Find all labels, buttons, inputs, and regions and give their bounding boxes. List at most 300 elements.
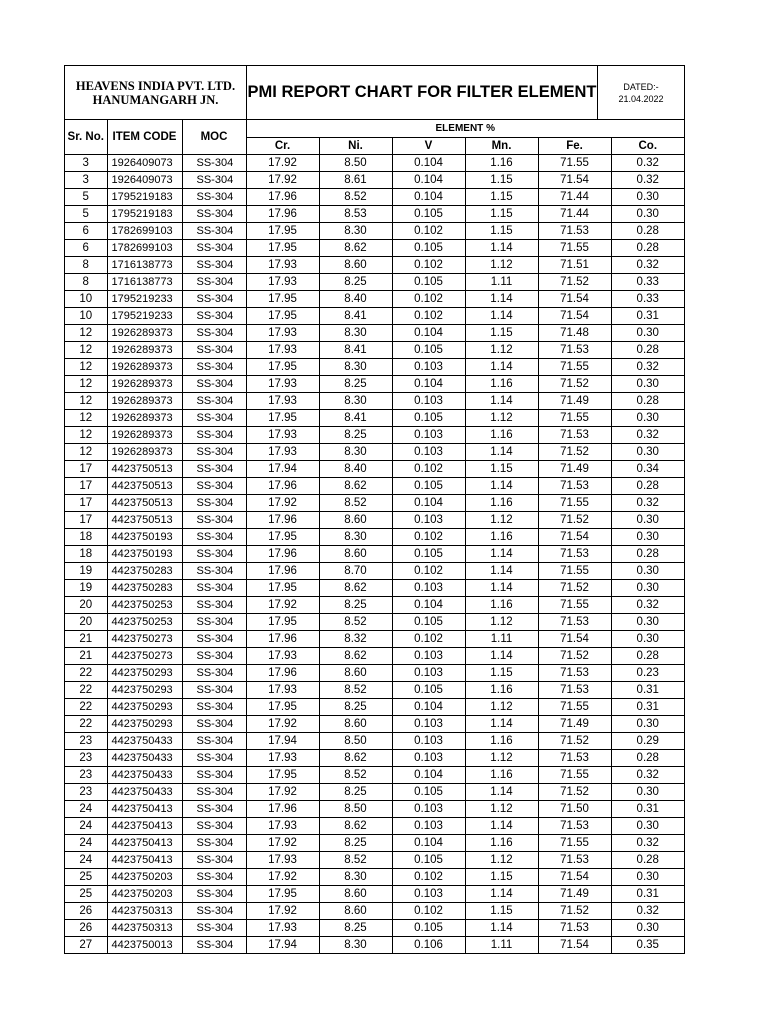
item-code-cell: 4423750413 <box>107 818 182 835</box>
mn-cell: 1.16 <box>465 529 538 546</box>
mn-cell: 1.16 <box>465 682 538 699</box>
co-cell: 0.23 <box>611 665 684 682</box>
table-row <box>65 495 684 512</box>
item-code-cell: 4423750293 <box>107 699 182 716</box>
cr-cell: 17.93 <box>246 682 319 699</box>
ni-cell: 8.41 <box>319 410 392 427</box>
co-cell: 0.30 <box>611 563 684 580</box>
co-cell: 0.30 <box>611 512 684 529</box>
v-cell: 0.105 <box>392 546 465 563</box>
fe-cell: 71.52 <box>538 376 611 393</box>
ni-cell: 8.30 <box>319 937 392 954</box>
item-code-cell: 4423750413 <box>107 852 182 869</box>
cr-cell: 17.92 <box>246 716 319 733</box>
v-cell: 0.103 <box>392 665 465 682</box>
sr-no-cell: 26 <box>65 903 107 920</box>
fe-cell: 71.52 <box>538 580 611 597</box>
co-cell: 0.30 <box>611 206 684 223</box>
fe-cell: 71.53 <box>538 750 611 767</box>
v-cell: 0.104 <box>392 767 465 784</box>
fe-cell: 71.51 <box>538 257 611 274</box>
v-cell: 0.104 <box>392 376 465 393</box>
table-row <box>65 682 684 699</box>
co-cell: 0.28 <box>611 223 684 240</box>
v-cell: 0.104 <box>392 699 465 716</box>
table-row <box>65 614 684 631</box>
item-code-cell: 4423750433 <box>107 784 182 801</box>
cr-cell: 17.92 <box>246 835 319 852</box>
cr-cell: 17.93 <box>246 325 319 342</box>
cr-cell: 17.95 <box>246 529 319 546</box>
ni-cell: 8.62 <box>319 818 392 835</box>
moc-cell: SS-304 <box>182 920 246 937</box>
fe-cell: 71.49 <box>538 716 611 733</box>
mn-cell: 1.14 <box>465 291 538 308</box>
v-cell: 0.103 <box>392 359 465 376</box>
ni-cell: 8.30 <box>319 529 392 546</box>
item-code-cell: 1926409073 <box>107 155 182 172</box>
sr-no-cell: 12 <box>65 427 107 444</box>
cr-cell: 17.94 <box>246 733 319 750</box>
sr-no-cell: 25 <box>65 886 107 903</box>
mn-cell: 1.14 <box>465 580 538 597</box>
company-block <box>65 66 247 119</box>
fe-cell: 71.54 <box>538 172 611 189</box>
item-code-cell: 4423750433 <box>107 750 182 767</box>
cr-cell: 17.94 <box>246 937 319 954</box>
v-cell: 0.103 <box>392 393 465 410</box>
v-cell: 0.104 <box>392 835 465 852</box>
ni-cell: 8.53 <box>319 206 392 223</box>
ni-cell: 8.32 <box>319 631 392 648</box>
table-row <box>65 801 684 818</box>
sr-no-cell: 23 <box>65 767 107 784</box>
item-code-cell: 4423750413 <box>107 801 182 818</box>
ni-cell: 8.41 <box>319 342 392 359</box>
co-cell: 0.34 <box>611 461 684 478</box>
moc-cell: SS-304 <box>182 240 246 257</box>
v-cell: 0.105 <box>392 206 465 223</box>
fe-cell: 71.53 <box>538 342 611 359</box>
v-cell: 0.102 <box>392 869 465 886</box>
item-code-cell: 4423750193 <box>107 529 182 546</box>
cr-cell: 17.95 <box>246 580 319 597</box>
dated-value: 21.04.2022 <box>618 93 664 104</box>
co-cell: 0.32 <box>611 767 684 784</box>
ni-cell: 8.25 <box>319 427 392 444</box>
sr-no-cell: 24 <box>65 801 107 818</box>
sr-no-cell: 17 <box>65 495 107 512</box>
header-ni: Ni. <box>319 138 392 155</box>
item-code-cell: 1926409073 <box>107 172 182 189</box>
item-code-cell: 4423750273 <box>107 648 182 665</box>
mn-cell: 1.15 <box>465 223 538 240</box>
sr-no-cell: 10 <box>65 291 107 308</box>
co-cell: 0.30 <box>611 444 684 461</box>
cr-cell: 17.96 <box>246 512 319 529</box>
cr-cell: 17.96 <box>246 189 319 206</box>
item-code-cell: 1926289373 <box>107 376 182 393</box>
fe-cell: 71.54 <box>538 291 611 308</box>
moc-cell: SS-304 <box>182 767 246 784</box>
table-row <box>65 189 684 206</box>
sr-no-cell: 17 <box>65 512 107 529</box>
ni-cell: 8.25 <box>319 784 392 801</box>
fe-cell: 71.44 <box>538 206 611 223</box>
v-cell: 0.105 <box>392 920 465 937</box>
mn-cell: 1.14 <box>465 546 538 563</box>
sr-no-cell: 3 <box>65 155 107 172</box>
co-cell: 0.32 <box>611 597 684 614</box>
cr-cell: 17.96 <box>246 546 319 563</box>
table-row <box>65 920 684 937</box>
fe-cell: 71.49 <box>538 886 611 903</box>
ni-cell: 8.52 <box>319 852 392 869</box>
cr-cell: 17.95 <box>246 410 319 427</box>
mn-cell: 1.12 <box>465 801 538 818</box>
item-code-cell: 4423750253 <box>107 597 182 614</box>
item-code-cell: 4423750433 <box>107 767 182 784</box>
item-code-cell: 4423750273 <box>107 631 182 648</box>
item-code-cell: 1926289373 <box>107 393 182 410</box>
table-row <box>65 784 684 801</box>
mn-cell: 1.16 <box>465 597 538 614</box>
v-cell: 0.104 <box>392 597 465 614</box>
cr-cell: 17.92 <box>246 903 319 920</box>
mn-cell: 1.14 <box>465 648 538 665</box>
co-cell: 0.30 <box>611 920 684 937</box>
co-cell: 0.28 <box>611 852 684 869</box>
v-cell: 0.103 <box>392 818 465 835</box>
company-name: HEAVENS INDIA PVT. LTD. <box>75 78 236 93</box>
header-element-group: ELEMENT % <box>246 120 684 138</box>
item-code-cell: 1795219233 <box>107 308 182 325</box>
table-row <box>65 750 684 767</box>
mn-cell: 1.12 <box>465 410 538 427</box>
fe-cell: 71.55 <box>538 767 611 784</box>
moc-cell: SS-304 <box>182 801 246 818</box>
table-row <box>65 631 684 648</box>
co-cell: 0.29 <box>611 733 684 750</box>
ni-cell: 8.50 <box>319 733 392 750</box>
mn-cell: 1.11 <box>465 274 538 291</box>
fe-cell: 71.53 <box>538 478 611 495</box>
table-row <box>65 903 684 920</box>
item-code-cell: 1926289373 <box>107 359 182 376</box>
co-cell: 0.31 <box>611 308 684 325</box>
mn-cell: 1.15 <box>465 869 538 886</box>
ni-cell: 8.40 <box>319 291 392 308</box>
mn-cell: 1.14 <box>465 240 538 257</box>
sr-no-cell: 23 <box>65 784 107 801</box>
table-row <box>65 376 684 393</box>
co-cell: 0.33 <box>611 291 684 308</box>
co-cell: 0.30 <box>611 376 684 393</box>
sr-no-cell: 21 <box>65 648 107 665</box>
co-cell: 0.31 <box>611 801 684 818</box>
sr-no-cell: 6 <box>65 223 107 240</box>
fe-cell: 71.55 <box>538 563 611 580</box>
sr-no-cell: 20 <box>65 597 107 614</box>
table-row <box>65 886 684 903</box>
header-cr: Cr. <box>246 138 319 155</box>
cr-cell: 17.93 <box>246 648 319 665</box>
moc-cell: SS-304 <box>182 903 246 920</box>
cr-cell: 17.93 <box>246 818 319 835</box>
fe-cell: 71.54 <box>538 937 611 954</box>
v-cell: 0.102 <box>392 257 465 274</box>
cr-cell: 17.94 <box>246 461 319 478</box>
fe-cell: 71.53 <box>538 665 611 682</box>
item-code-cell: 4423750203 <box>107 869 182 886</box>
header-sr-no: Sr. No. <box>65 120 107 155</box>
v-cell: 0.103 <box>392 427 465 444</box>
mn-cell: 1.16 <box>465 835 538 852</box>
co-cell: 0.32 <box>611 172 684 189</box>
item-code-cell: 4423750513 <box>107 495 182 512</box>
moc-cell: SS-304 <box>182 529 246 546</box>
mn-cell: 1.11 <box>465 631 538 648</box>
ni-cell: 8.50 <box>319 155 392 172</box>
moc-cell: SS-304 <box>182 393 246 410</box>
mn-cell: 1.16 <box>465 495 538 512</box>
v-cell: 0.102 <box>392 903 465 920</box>
pmi-report-sheet <box>64 65 685 954</box>
item-code-cell: 1926289373 <box>107 342 182 359</box>
sr-no-cell: 8 <box>65 257 107 274</box>
co-cell: 0.30 <box>611 631 684 648</box>
item-code-cell: 4423750513 <box>107 478 182 495</box>
item-code-cell: 4423750513 <box>107 461 182 478</box>
v-cell: 0.103 <box>392 512 465 529</box>
header-v: V <box>392 138 465 155</box>
cr-cell: 17.95 <box>246 240 319 257</box>
sr-no-cell: 27 <box>65 937 107 954</box>
table-row <box>65 444 684 461</box>
item-code-cell: 1795219183 <box>107 189 182 206</box>
co-cell: 0.30 <box>611 869 684 886</box>
item-code-cell: 4423750293 <box>107 665 182 682</box>
co-cell: 0.30 <box>611 784 684 801</box>
ni-cell: 8.60 <box>319 257 392 274</box>
co-cell: 0.32 <box>611 359 684 376</box>
fe-cell: 71.54 <box>538 869 611 886</box>
table-row <box>65 563 684 580</box>
mn-cell: 1.14 <box>465 886 538 903</box>
sr-no-cell: 17 <box>65 461 107 478</box>
ni-cell: 8.41 <box>319 308 392 325</box>
moc-cell: SS-304 <box>182 427 246 444</box>
v-cell: 0.102 <box>392 461 465 478</box>
v-cell: 0.104 <box>392 495 465 512</box>
sr-no-cell: 12 <box>65 342 107 359</box>
mn-cell: 1.16 <box>465 767 538 784</box>
cr-cell: 17.92 <box>246 155 319 172</box>
mn-cell: 1.12 <box>465 614 538 631</box>
item-code-cell: 1926289373 <box>107 444 182 461</box>
moc-cell: SS-304 <box>182 206 246 223</box>
header-fe: Fe. <box>538 138 611 155</box>
moc-cell: SS-304 <box>182 886 246 903</box>
report-header <box>65 66 684 120</box>
mn-cell: 1.15 <box>465 172 538 189</box>
table-row <box>65 240 684 257</box>
cr-cell: 17.95 <box>246 886 319 903</box>
table-row <box>65 937 684 954</box>
table-row <box>65 342 684 359</box>
fe-cell: 71.53 <box>538 818 611 835</box>
mn-cell: 1.14 <box>465 478 538 495</box>
fe-cell: 71.55 <box>538 699 611 716</box>
item-code-cell: 4423750413 <box>107 835 182 852</box>
sr-no-cell: 25 <box>65 869 107 886</box>
mn-cell: 1.15 <box>465 325 538 342</box>
item-code-cell: 4423750193 <box>107 546 182 563</box>
ni-cell: 8.30 <box>319 325 392 342</box>
sr-no-cell: 22 <box>65 716 107 733</box>
ni-cell: 8.60 <box>319 886 392 903</box>
cr-cell: 17.93 <box>246 342 319 359</box>
item-code-cell: 1782699103 <box>107 223 182 240</box>
v-cell: 0.102 <box>392 563 465 580</box>
moc-cell: SS-304 <box>182 869 246 886</box>
table-row <box>65 427 684 444</box>
header-co: Co. <box>611 138 684 155</box>
moc-cell: SS-304 <box>182 937 246 954</box>
co-cell: 0.30 <box>611 410 684 427</box>
v-cell: 0.103 <box>392 716 465 733</box>
moc-cell: SS-304 <box>182 223 246 240</box>
cr-cell: 17.93 <box>246 750 319 767</box>
item-code-cell: 1926289373 <box>107 325 182 342</box>
sr-no-cell: 12 <box>65 325 107 342</box>
sr-no-cell: 22 <box>65 682 107 699</box>
table-row <box>65 699 684 716</box>
v-cell: 0.105 <box>392 478 465 495</box>
moc-cell: SS-304 <box>182 291 246 308</box>
fe-cell: 71.52 <box>538 274 611 291</box>
mn-cell: 1.16 <box>465 427 538 444</box>
table-row <box>65 155 684 172</box>
v-cell: 0.105 <box>392 614 465 631</box>
table-row <box>65 580 684 597</box>
v-cell: 0.103 <box>392 750 465 767</box>
pmi-table <box>65 120 684 953</box>
co-cell: 0.32 <box>611 257 684 274</box>
sr-no-cell: 5 <box>65 189 107 206</box>
sr-no-cell: 23 <box>65 733 107 750</box>
table-row <box>65 818 684 835</box>
co-cell: 0.32 <box>611 903 684 920</box>
co-cell: 0.28 <box>611 478 684 495</box>
moc-cell: SS-304 <box>182 546 246 563</box>
moc-cell: SS-304 <box>182 376 246 393</box>
sr-no-cell: 8 <box>65 274 107 291</box>
co-cell: 0.28 <box>611 393 684 410</box>
table-row <box>65 410 684 427</box>
fe-cell: 71.52 <box>538 512 611 529</box>
v-cell: 0.105 <box>392 682 465 699</box>
cr-cell: 17.93 <box>246 393 319 410</box>
cr-cell: 17.96 <box>246 563 319 580</box>
table-row <box>65 257 684 274</box>
item-code-cell: 1926289373 <box>107 427 182 444</box>
moc-cell: SS-304 <box>182 257 246 274</box>
ni-cell: 8.25 <box>319 376 392 393</box>
item-code-cell: 1795219233 <box>107 291 182 308</box>
item-code-cell: 4423750433 <box>107 733 182 750</box>
moc-cell: SS-304 <box>182 580 246 597</box>
v-cell: 0.103 <box>392 733 465 750</box>
moc-cell: SS-304 <box>182 342 246 359</box>
header-item-code: ITEM CODE <box>107 120 182 155</box>
cr-cell: 17.95 <box>246 291 319 308</box>
co-cell: 0.28 <box>611 546 684 563</box>
fe-cell: 71.52 <box>538 444 611 461</box>
sr-no-cell: 6 <box>65 240 107 257</box>
fe-cell: 71.55 <box>538 597 611 614</box>
sr-no-cell: 17 <box>65 478 107 495</box>
moc-cell: SS-304 <box>182 818 246 835</box>
co-cell: 0.32 <box>611 835 684 852</box>
ni-cell: 8.62 <box>319 240 392 257</box>
moc-cell: SS-304 <box>182 750 246 767</box>
dated-block <box>598 66 684 119</box>
moc-cell: SS-304 <box>182 648 246 665</box>
cr-cell: 17.95 <box>246 359 319 376</box>
moc-cell: SS-304 <box>182 699 246 716</box>
ni-cell: 8.25 <box>319 920 392 937</box>
v-cell: 0.103 <box>392 648 465 665</box>
mn-cell: 1.12 <box>465 342 538 359</box>
fe-cell: 71.49 <box>538 461 611 478</box>
cr-cell: 17.96 <box>246 206 319 223</box>
item-code-cell: 4423750253 <box>107 614 182 631</box>
item-code-cell: 1795219183 <box>107 206 182 223</box>
ni-cell: 8.52 <box>319 682 392 699</box>
fe-cell: 71.52 <box>538 784 611 801</box>
cr-cell: 17.96 <box>246 478 319 495</box>
sr-no-cell: 12 <box>65 444 107 461</box>
table-row <box>65 325 684 342</box>
sr-no-cell: 12 <box>65 410 107 427</box>
moc-cell: SS-304 <box>182 274 246 291</box>
sr-no-cell: 12 <box>65 376 107 393</box>
co-cell: 0.30 <box>611 189 684 206</box>
table-row <box>65 512 684 529</box>
fe-cell: 71.53 <box>538 682 611 699</box>
moc-cell: SS-304 <box>182 155 246 172</box>
moc-cell: SS-304 <box>182 172 246 189</box>
table-row <box>65 869 684 886</box>
table-row <box>65 767 684 784</box>
mn-cell: 1.12 <box>465 750 538 767</box>
fe-cell: 71.53 <box>538 223 611 240</box>
cr-cell: 17.93 <box>246 427 319 444</box>
cr-cell: 17.93 <box>246 920 319 937</box>
ni-cell: 8.62 <box>319 580 392 597</box>
moc-cell: SS-304 <box>182 444 246 461</box>
v-cell: 0.102 <box>392 308 465 325</box>
v-cell: 0.105 <box>392 342 465 359</box>
item-code-cell: 4423750283 <box>107 563 182 580</box>
fe-cell: 71.55 <box>538 410 611 427</box>
mn-cell: 1.16 <box>465 155 538 172</box>
cr-cell: 17.95 <box>246 699 319 716</box>
item-code-cell: 1782699103 <box>107 240 182 257</box>
item-code-cell: 4423750513 <box>107 512 182 529</box>
sr-no-cell: 21 <box>65 631 107 648</box>
